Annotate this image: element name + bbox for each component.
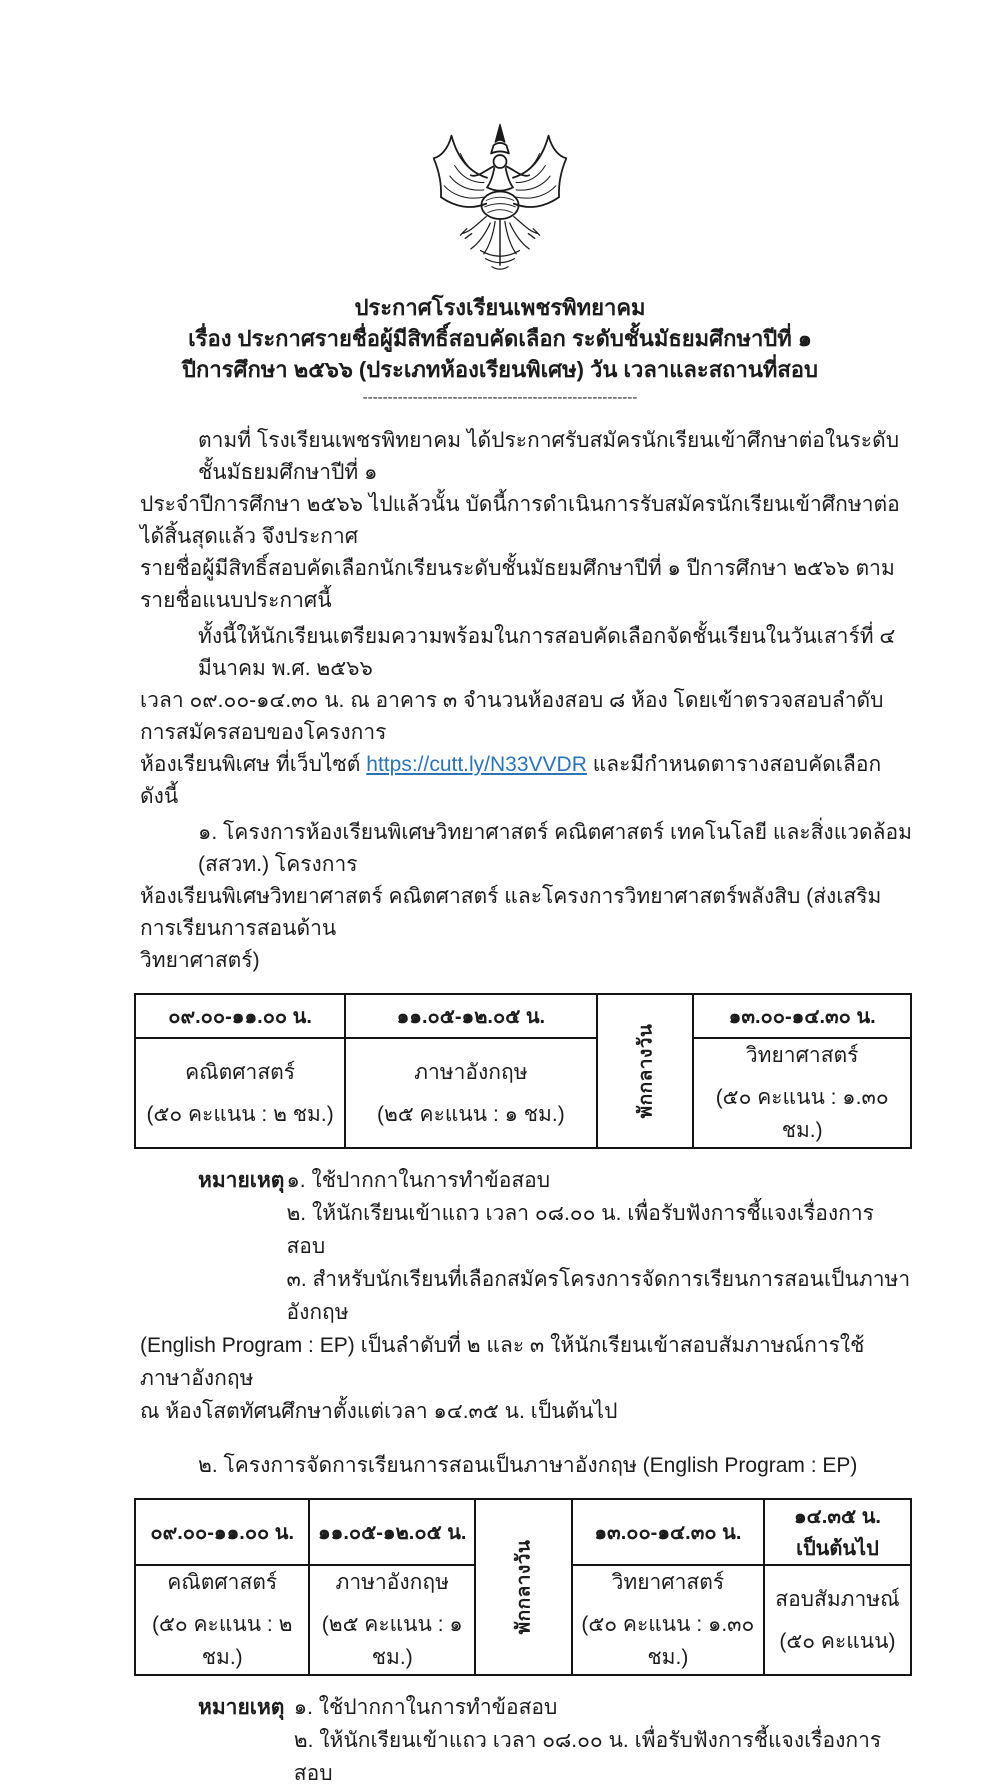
paragraph-line: ประจำปีการศึกษา ๒๕๖๖ ไปแล้วนั้น บัดนี้การดำเนินการรับสมัครนักเรียนเข้าศึกษาต่อได้สิ้นสุดแล้ว จึงประกาศ xyxy=(140,493,900,548)
announcement-subject: เรื่อง ประกาศรายชื่อผู้มีสิทธิ์สอบคัดเลือก ระดับชั้นมัธยมศึกษาปีที่ ๑ xyxy=(188,326,812,351)
table-header-row xyxy=(135,1499,911,1565)
subject-cell-math xyxy=(135,1565,309,1675)
time-slot-header-4: ๑๔.๓๕ น. เป็นต้นไป xyxy=(764,1499,911,1565)
exam-schedule-table-science-program xyxy=(134,993,912,1149)
subject-detail: (๒๕ คะแนน : ๑ ชม.) xyxy=(321,1613,463,1669)
note-item: ๑. ใช้ปากกาในการทำข้อสอบ xyxy=(293,1696,558,1719)
note-item: ๓. สำหรับนักเรียนที่เลือกสมัครโครงการจัดการเรียนการสอนเป็นภาษาอังกฤษ xyxy=(286,1268,911,1324)
subject-name: วิทยาศาสตร์ xyxy=(611,1571,725,1594)
note-continuation-line: ณ ห้องโสตทัศนศึกษาตั้งแต่เวลา ๑๔.๓๕ น. เป็นต้นไป xyxy=(140,1400,618,1423)
subject-detail: (๕๐ คะแนน : ๒ ชม.) xyxy=(146,1102,334,1126)
announcement-year-line: ปีการศึกษา ๒๕๖๖ (ประเภทห้องเรียนพิเศษ) วัน เวลาและสถานที่สอบ xyxy=(182,357,818,382)
lunch-break-label: พักกลางวัน xyxy=(513,1539,535,1635)
notes-section-2 xyxy=(140,1691,912,1790)
subject-detail: (๕๐ คะแนน) xyxy=(779,1629,896,1653)
program1-paragraph xyxy=(140,817,912,977)
subject-name: ภาษาอังกฤษ xyxy=(414,1060,528,1084)
time-slot-header-2: ๑๑.๐๕-๑๒.๐๕ น. xyxy=(309,1499,475,1565)
link-prefix-text: ห้องเรียนพิเศษ ที่เว็บไซต์ xyxy=(140,753,367,776)
registration-check-link[interactable]: https://cutt.ly/N33VVDR xyxy=(366,753,587,776)
subject-detail: (๒๕ คะแนน : ๑ ชม.) xyxy=(376,1102,565,1126)
note-continuation-line: (English Program : EP) เป็นลำดับที่ ๒ และ ๓ ให้นักเรียนเข้าสอบสัมภาษณ์การใช้ภาษาอังกฤษ xyxy=(140,1334,865,1390)
table-header-row xyxy=(135,994,911,1038)
lunch-break-cell xyxy=(597,994,694,1148)
subject-detail: (๕๐ คะแนน : ๑.๓๐ ชม.) xyxy=(715,1086,889,1142)
paragraph-line: ๑. โครงการห้องเรียนพิเศษวิทยาศาสตร์ คณิตศาสตร์ เทคโนโลยี และสิ่งแวดล้อม (สสวท.) โครงการ xyxy=(198,821,912,876)
table-subject-row xyxy=(135,1038,911,1148)
garuda-emblem-graphic xyxy=(411,118,589,286)
paragraph-line: ทั้งนี้ให้นักเรียนเตรียมความพร้อมในการสอบคัดเลือกจัดชั้นเรียนในวันเสาร์ที่ ๔ มีนาคม พ.ศ. ๒๕๖๖ xyxy=(198,625,896,680)
intro-paragraph xyxy=(140,425,912,617)
subject-name: สอบสัมภาษณ์ xyxy=(775,1587,900,1611)
paragraph-line-with-link xyxy=(140,749,912,813)
subject-name: คณิตศาสตร์ xyxy=(167,1571,278,1594)
subject-name: ภาษาอังกฤษ xyxy=(335,1571,449,1594)
note-item: ๑. ใช้ปากกาในการทำข้อสอบ xyxy=(286,1169,551,1192)
notes-items xyxy=(286,1164,912,1329)
subject-name: วิทยาศาสตร์ xyxy=(745,1044,859,1067)
paragraph-line: ตามที่ โรงเรียนเพชรพิทยาคม ได้ประกาศรับสมัครนักเรียนเข้าศึกษาต่อในระดับชั้นมัธยมศึกษาปีที่ ๑ xyxy=(198,429,900,484)
notes-items xyxy=(294,1691,912,1790)
notes-label: หมายเหตุ xyxy=(198,1169,285,1192)
note-item: ๒. ให้นักเรียนเข้าแถว เวลา ๐๘.๐๐ น. เพื่อรับฟังการชี้แจงเรื่องการสอบ xyxy=(286,1202,874,1258)
program2-heading: ๒. โครงการจัดการเรียนการสอนเป็นภาษาอังกฤษ (English Program : EP) xyxy=(198,1454,858,1477)
garuda-emblem xyxy=(0,0,1000,286)
exam-schedule-table-english-program xyxy=(134,1498,912,1676)
exam-day-paragraph xyxy=(140,621,912,813)
announcement-title: ประกาศโรงเรียนเพชรพิทยาคม xyxy=(354,295,646,320)
paragraph-line: เวลา ๐๙.๐๐-๑๔.๓๐ น. ณ อาคาร ๓ จำนวนห้องสอบ ๘ ห้อง โดยเข้าตรวจสอบลำดับการสมัครสอบของโครงการ xyxy=(140,689,884,744)
subject-cell-english xyxy=(345,1038,596,1148)
time-slot-header-1: ๐๙.๐๐-๑๑.๐๐ น. xyxy=(135,1499,309,1565)
notes-label: หมายเหตุ xyxy=(198,1696,285,1719)
paragraph-line: วิทยาศาสตร์) xyxy=(140,949,260,972)
time-slot-header-3: ๑๓.๐๐-๑๔.๓๐ น. xyxy=(693,994,911,1038)
notes-section-1 xyxy=(140,1164,912,1329)
announcement-title-block xyxy=(0,292,1000,385)
subject-detail: (๕๐ คะแนน : ๒ ชม.) xyxy=(151,1613,293,1669)
subject-name: คณิตศาสตร์ xyxy=(185,1060,296,1084)
subject-cell-math xyxy=(135,1038,345,1148)
subject-cell-interview xyxy=(764,1565,911,1675)
time-slot-header-1: ๐๙.๐๐-๑๑.๐๐ น. xyxy=(135,994,345,1038)
subject-cell-science xyxy=(572,1565,764,1675)
time-slot-header-2: ๑๑.๐๕-๑๒.๐๕ น. xyxy=(345,994,596,1038)
lunch-break-cell xyxy=(475,1499,572,1675)
lunch-break-label: พักกลางวัน xyxy=(634,1023,656,1119)
notes-continuation xyxy=(140,1329,912,1428)
dashed-separator: ------------------------------------------------------- xyxy=(362,389,638,406)
link-suffix-text: และมีกำหนดตารางสอบคัดเลือกดังนี้ xyxy=(140,753,882,808)
subject-cell-english xyxy=(309,1565,475,1675)
paragraph-line: ห้องเรียนพิเศษวิทยาศาสตร์ คณิตศาสตร์ และโครงการวิทยาศาสตร์พลังสิบ (ส่งเสริมการเรียนการสอนด้าน xyxy=(140,885,882,940)
subject-detail: (๕๐ คะแนน : ๑.๓๐ ชม.) xyxy=(581,1613,755,1669)
subject-cell-science xyxy=(693,1038,911,1148)
time-slot-header-3: ๑๓.๐๐-๑๔.๓๐ น. xyxy=(572,1499,764,1565)
paragraph-line: รายชื่อผู้มีสิทธิ์สอบคัดเลือกนักเรียนระดับชั้นมัธยมศึกษาปีที่ ๑ ปีการศึกษา ๒๕๖๖ ตามรายชื่อแนบประกาศนี้ xyxy=(140,557,895,612)
note-item: ๒. ให้นักเรียนเข้าแถว เวลา ๐๘.๐๐ น. เพื่อรับฟังการชี้แจงเรื่องการสอบ xyxy=(293,1729,882,1785)
